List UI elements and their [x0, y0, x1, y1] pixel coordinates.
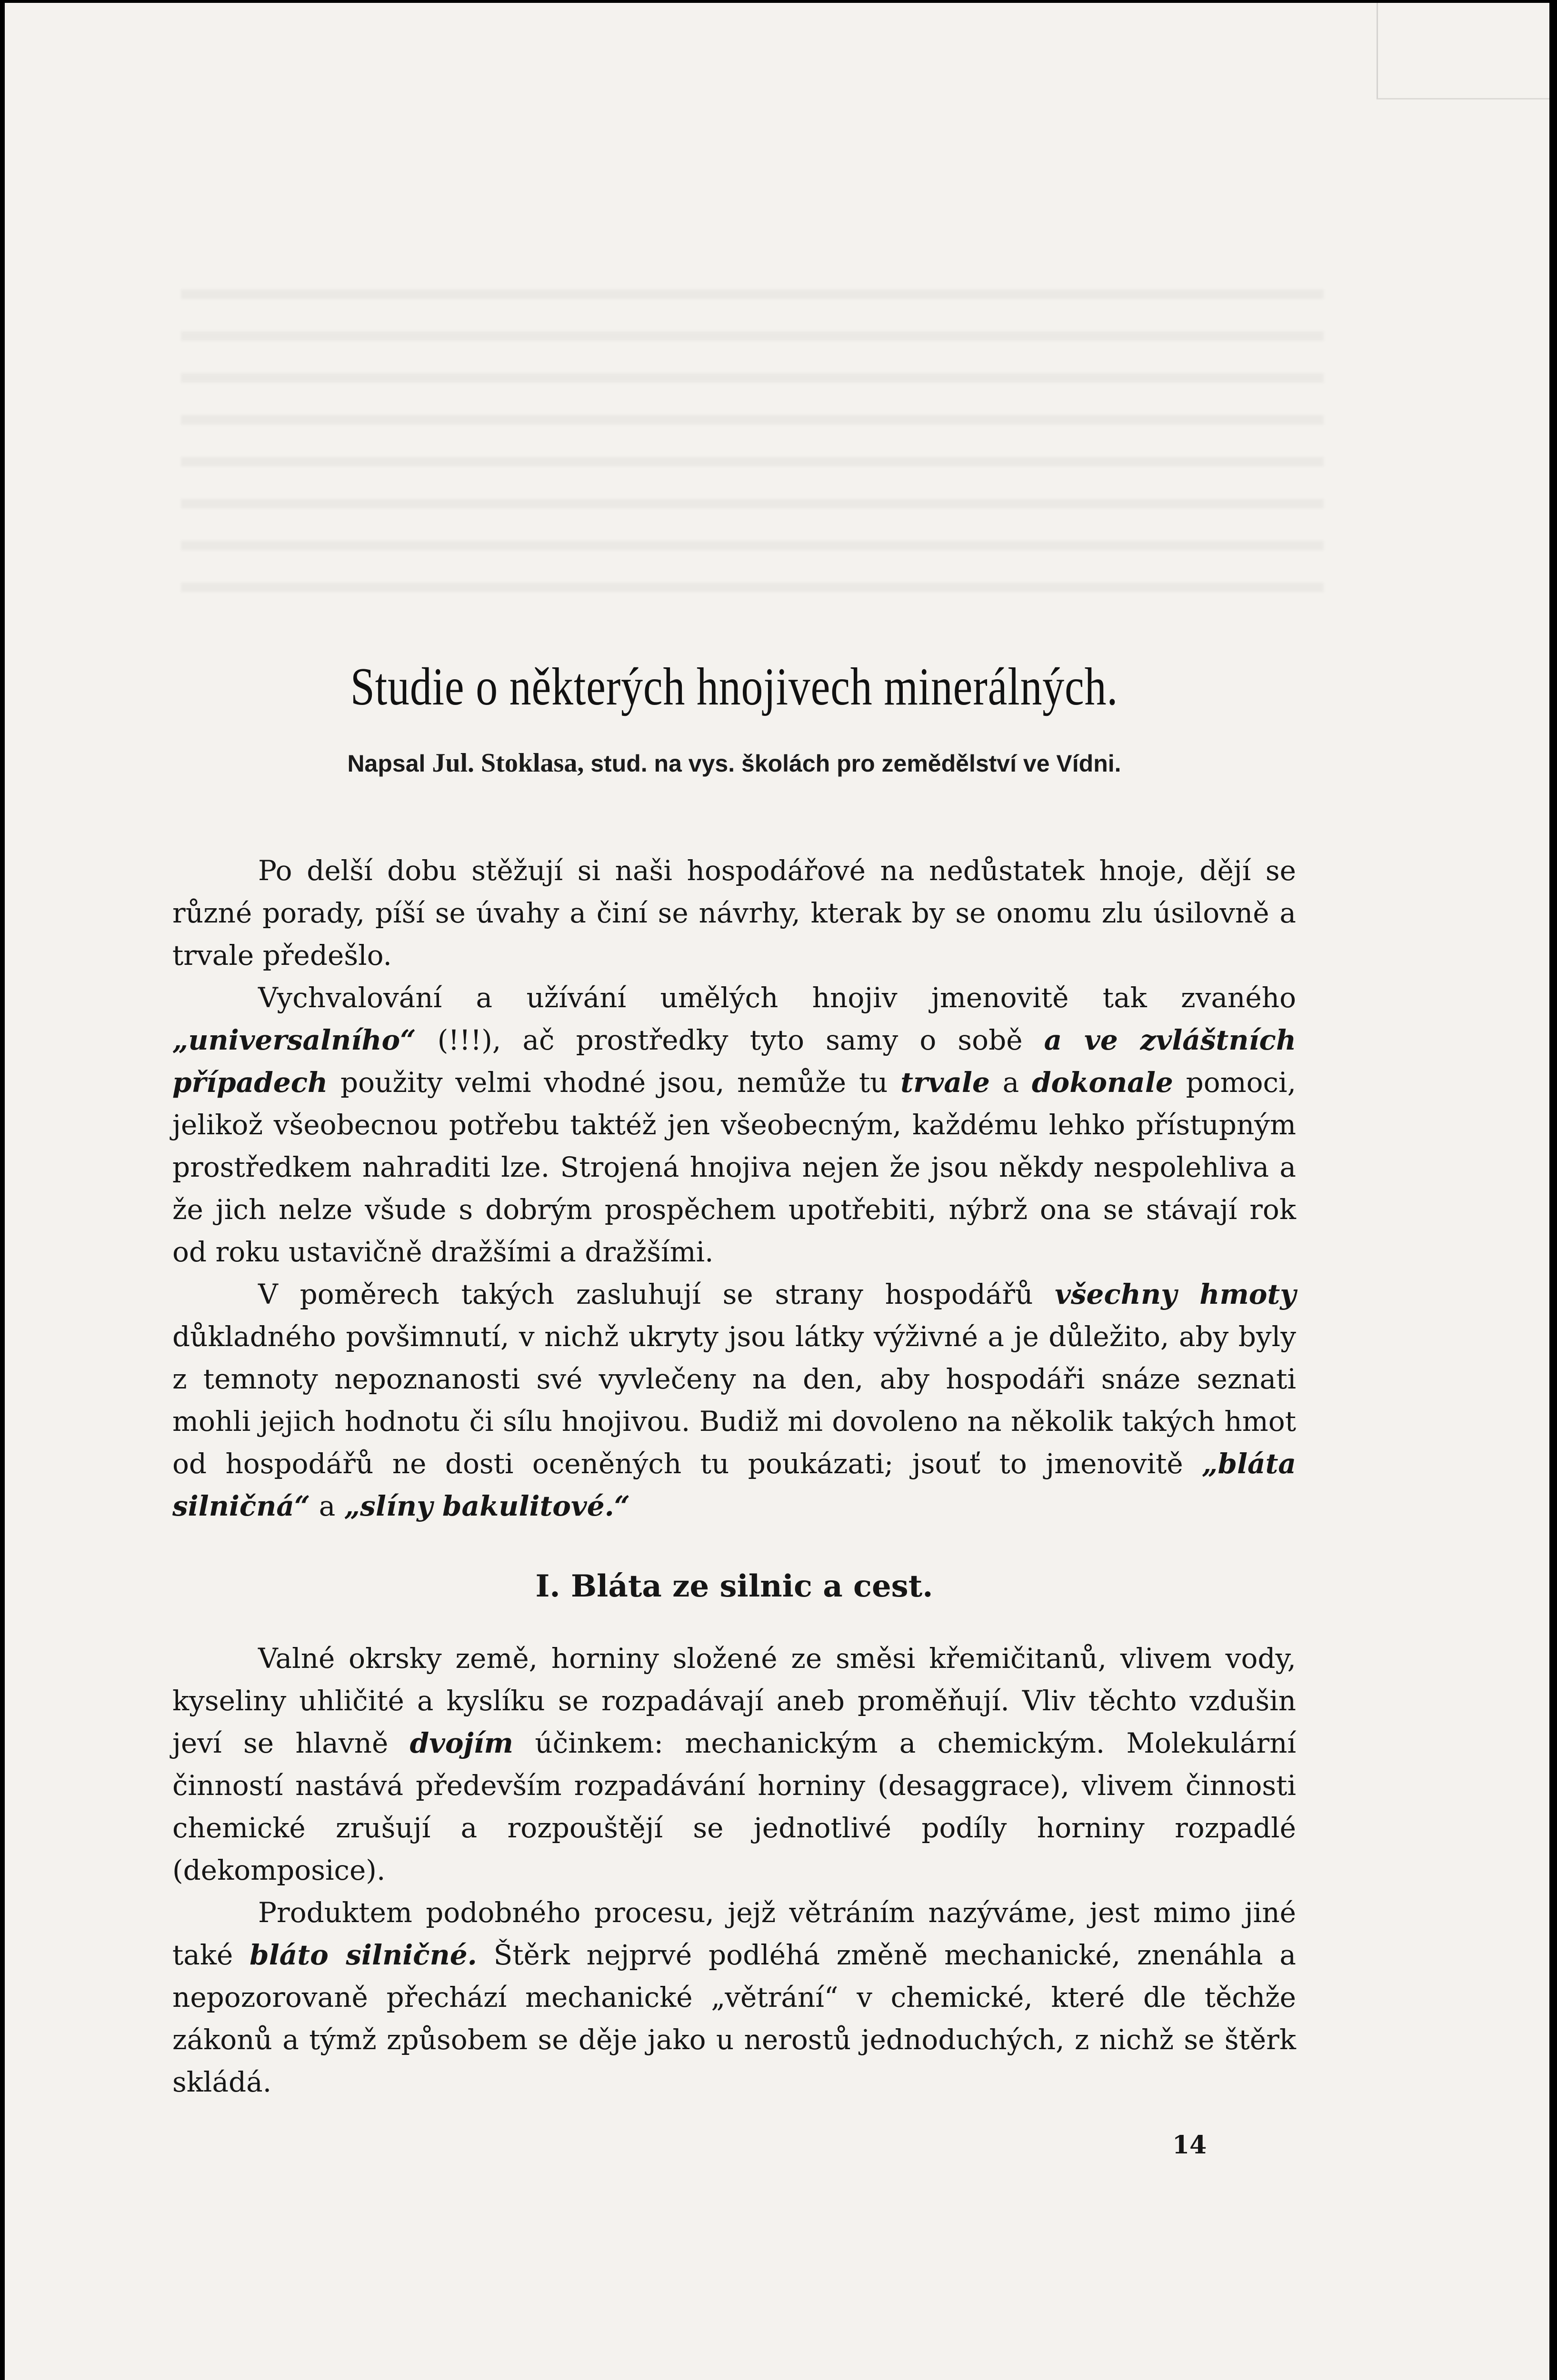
paragraph-section-1	[172, 1637, 1296, 1892]
text-run: důkladného povšimnutí, v nichž ukryty jsou látky výživné a je důležito, aby byly z temnoty nepoznanosti své vyvlečeny na den, aby hospodáři snáze seznati mohli jejich hodnotu či sílu hnojivou. Budiž mi dovoleno na několik takých hmot od hospodářů ne dosti oceněných tu poukázati; jsouť to jmenovitě	[172, 1320, 1296, 1480]
section-heading: I. Bláta ze silnic a cest.	[535, 1568, 933, 1605]
page-number: 14	[1172, 2131, 1207, 2160]
text-run: Produktem podobného procesu, jejž větráním nazýváme, jest mimo jiné také	[172, 1896, 1296, 1972]
paragraph-intro-3	[172, 1273, 1296, 1527]
byline-author: Jul. Stoklasa,	[432, 748, 584, 778]
emphasis: všechny hmoty	[1055, 1278, 1296, 1311]
text-run: Štěrk nejprvé podléhá změně mechanické, znenáhla a nepozorovaně přechází mechanické „větrání“ v chemické, které dle těchže zákonů a týmž způsobem se děje jako u nerostů jednoduchých, z nichž se štěrk skládá.	[172, 1939, 1296, 2099]
emphasis: trvale	[900, 1066, 990, 1099]
show-through-text	[181, 269, 1324, 603]
emphasis: dvojím	[409, 1727, 513, 1760]
emphasis: dokonale	[1032, 1066, 1173, 1099]
text-run: pomoci, jelikož všeobecnou potřebu taktéž jen všeobecným, každému lehko přístupným prostředkem nahraditi lze. Strojená hnojiva nejen že jsou někdy nespolehliva a že jich nelze všude s dobrým prospěchem upotřebiti, nýbrž ona se stávají rok od roku ustavičně dražšími a dražšími.	[172, 1066, 1297, 1269]
text-run: (!!!), ač prostředky tyto samy o sobě	[416, 1024, 1044, 1057]
emphasis: bláto silničné.	[250, 1939, 477, 1972]
paragraph-intro-1: Po delší dobu stěžují si naši hospodářové na nedůstatek hnoje, dějí se různé porady, píší se úvahy a činí se návrhy, kterak by se onomu zlu úsilovně a trvale předešlo.	[172, 854, 1296, 972]
paragraph-intro-2	[172, 977, 1296, 1273]
text-run: použity velmi vhodné jsou, nemůže tu	[328, 1066, 901, 1099]
text-column	[172, 658, 1296, 2103]
byline-affiliation: stud. na vys. školách pro zemědělství ve Vídni.	[590, 750, 1121, 777]
emphasis: „slíny bakulitové.“	[344, 1490, 630, 1523]
text-run: a	[310, 1490, 344, 1523]
byline	[172, 748, 1296, 778]
text-run: Vychvalování a užívání umělých hnojiv jmenovitě tak zvaného	[258, 982, 1296, 1014]
text-run: účinkem: mechanickým a chemickým. Molekulární činností nastává především rozpadávání horniny (desaggrace), vlivem činnosti chemické zrušují a rozpouštějí se jednotlivé podíly horniny rozpadlé (dekomposice).	[172, 1727, 1296, 1887]
book-page	[5, 3, 1549, 2380]
paragraph-section-2	[172, 1892, 1296, 2103]
article-title: Studie o některých hnojivech minerálných.	[350, 657, 1118, 716]
emphasis: „bláta silničná“	[172, 1448, 1296, 1523]
emphasis: „universalního“	[172, 1024, 416, 1057]
text-run: a	[989, 1066, 1032, 1099]
text-run: Valné okrsky země, horniny složené ze směsi křemičitanů, vlivem vody, kyseliny uhličité a kyslíku se rozpadávají aneb proměňují. Vliv těchto vzdušin jeví se hlavně	[172, 1642, 1296, 1760]
byline-prefix: Napsal	[347, 750, 426, 777]
emphasis: a ve zvláštních případech	[172, 1024, 1297, 1099]
text-run: V poměrech takých zasluhují se strany hospodářů	[258, 1278, 1055, 1311]
page-corner-mark	[1377, 3, 1549, 99]
